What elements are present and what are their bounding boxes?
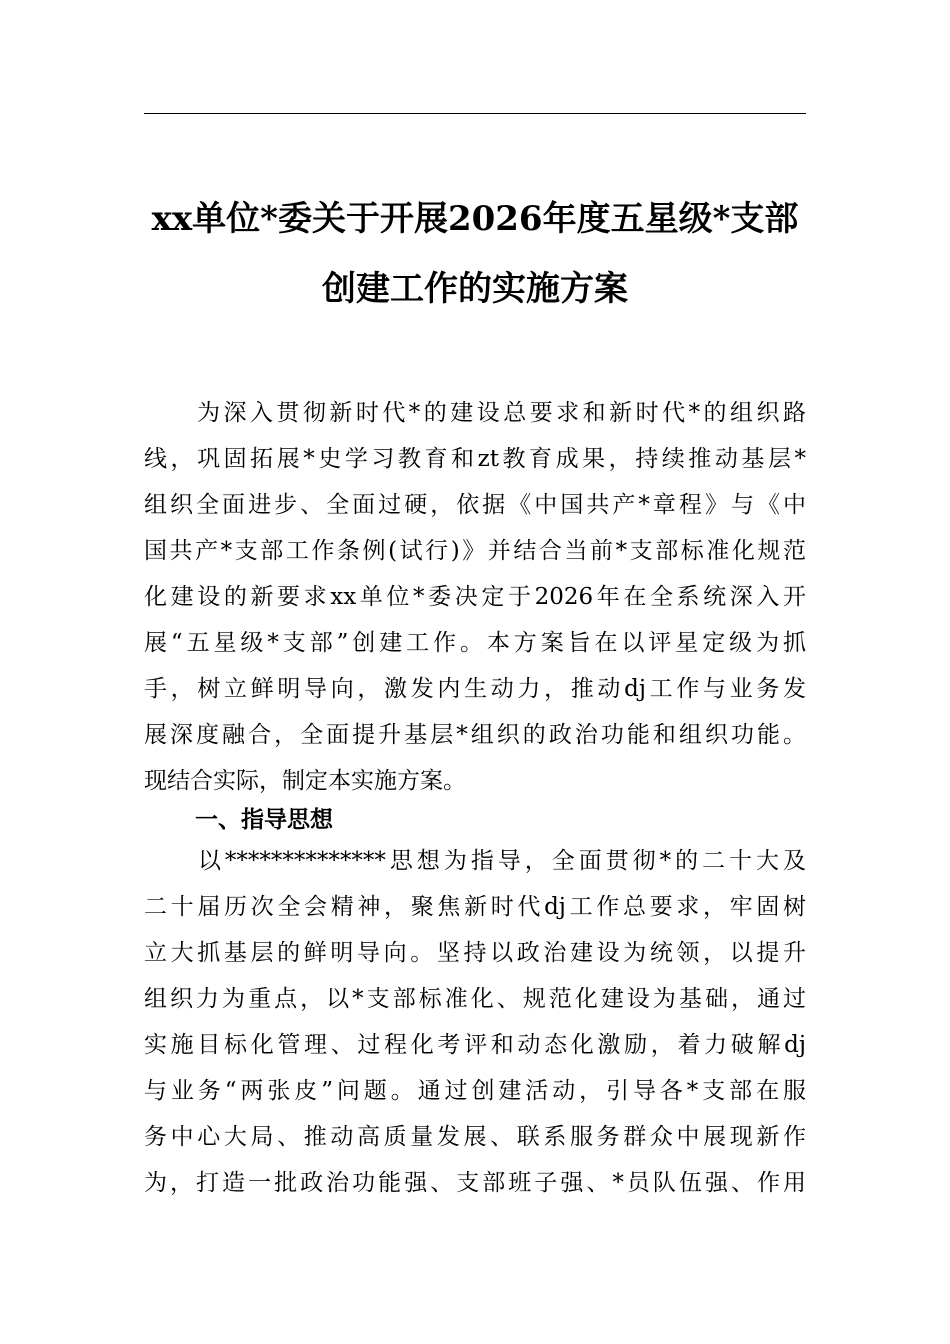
paragraph-line: 现结合实际，制定本实施方案。 [144,768,466,794]
paragraph-line: 为，打造一批政治功能强、支部班子强、*员队伍强、作用 [144,1170,806,1196]
document-title-line-2: 创建工作的实施方案 [322,269,628,309]
document-title-line-1: xx单位*委关于开展2026年度五星级*支部 [151,199,799,239]
paragraph-line: 化建设的新要求xx单位*委决定于2026年在全系统深入开 [144,584,806,610]
section1-paragraph [144,838,806,1206]
paragraph-line: 务中心大局、推动高质量发展、联系服务群众中展现新作 [144,1124,806,1150]
paragraph-line: 与业务“两张皮”问题。通过创建活动，引导各*支部在服 [144,1078,806,1104]
paragraph-line: 手，树立鲜明导向，激发内生动力，推动dj工作与业务发 [144,676,806,702]
section-heading-guiding-ideology: 一、指导思想 [195,807,333,833]
paragraph-line: 线，巩固拓展*史学习教育和zt教育成果，持续推动基层* [144,446,806,472]
paragraph-line: 展深度融合，全面提升基层*组织的政治功能和组织功能。 [144,722,806,748]
paragraph-line: 立大抓基层的鲜明导向。坚持以政治建设为统领，以提升 [144,940,806,966]
header-rule [144,113,806,114]
paragraph-line: 实施目标化管理、过程化考评和动态化激励，着力破解dj [144,1032,806,1058]
paragraph-line: 组织力为重点，以*支部标准化、规范化建设为基础，通过 [144,986,806,1012]
paragraph-line: 以**************思想为指导，全面贯彻*的二十大及 [144,848,806,874]
paragraph-line: 展“五星级*支部”创建工作。本方案旨在以评星定级为抓 [144,630,806,656]
intro-paragraph [144,390,806,804]
paragraph-line: 二十届历次全会精神，聚焦新时代dj工作总要求，牢固树 [144,894,806,920]
paragraph-line: 为深入贯彻新时代*的建设总要求和新时代*的组织路 [144,400,806,426]
paragraph-line: 国共产*支部工作条例(试行)》并结合当前*支部标准化规范 [144,538,806,564]
paragraph-line: 组织全面进步、全面过硬，依据《中国共产*章程》与《中 [144,492,806,518]
